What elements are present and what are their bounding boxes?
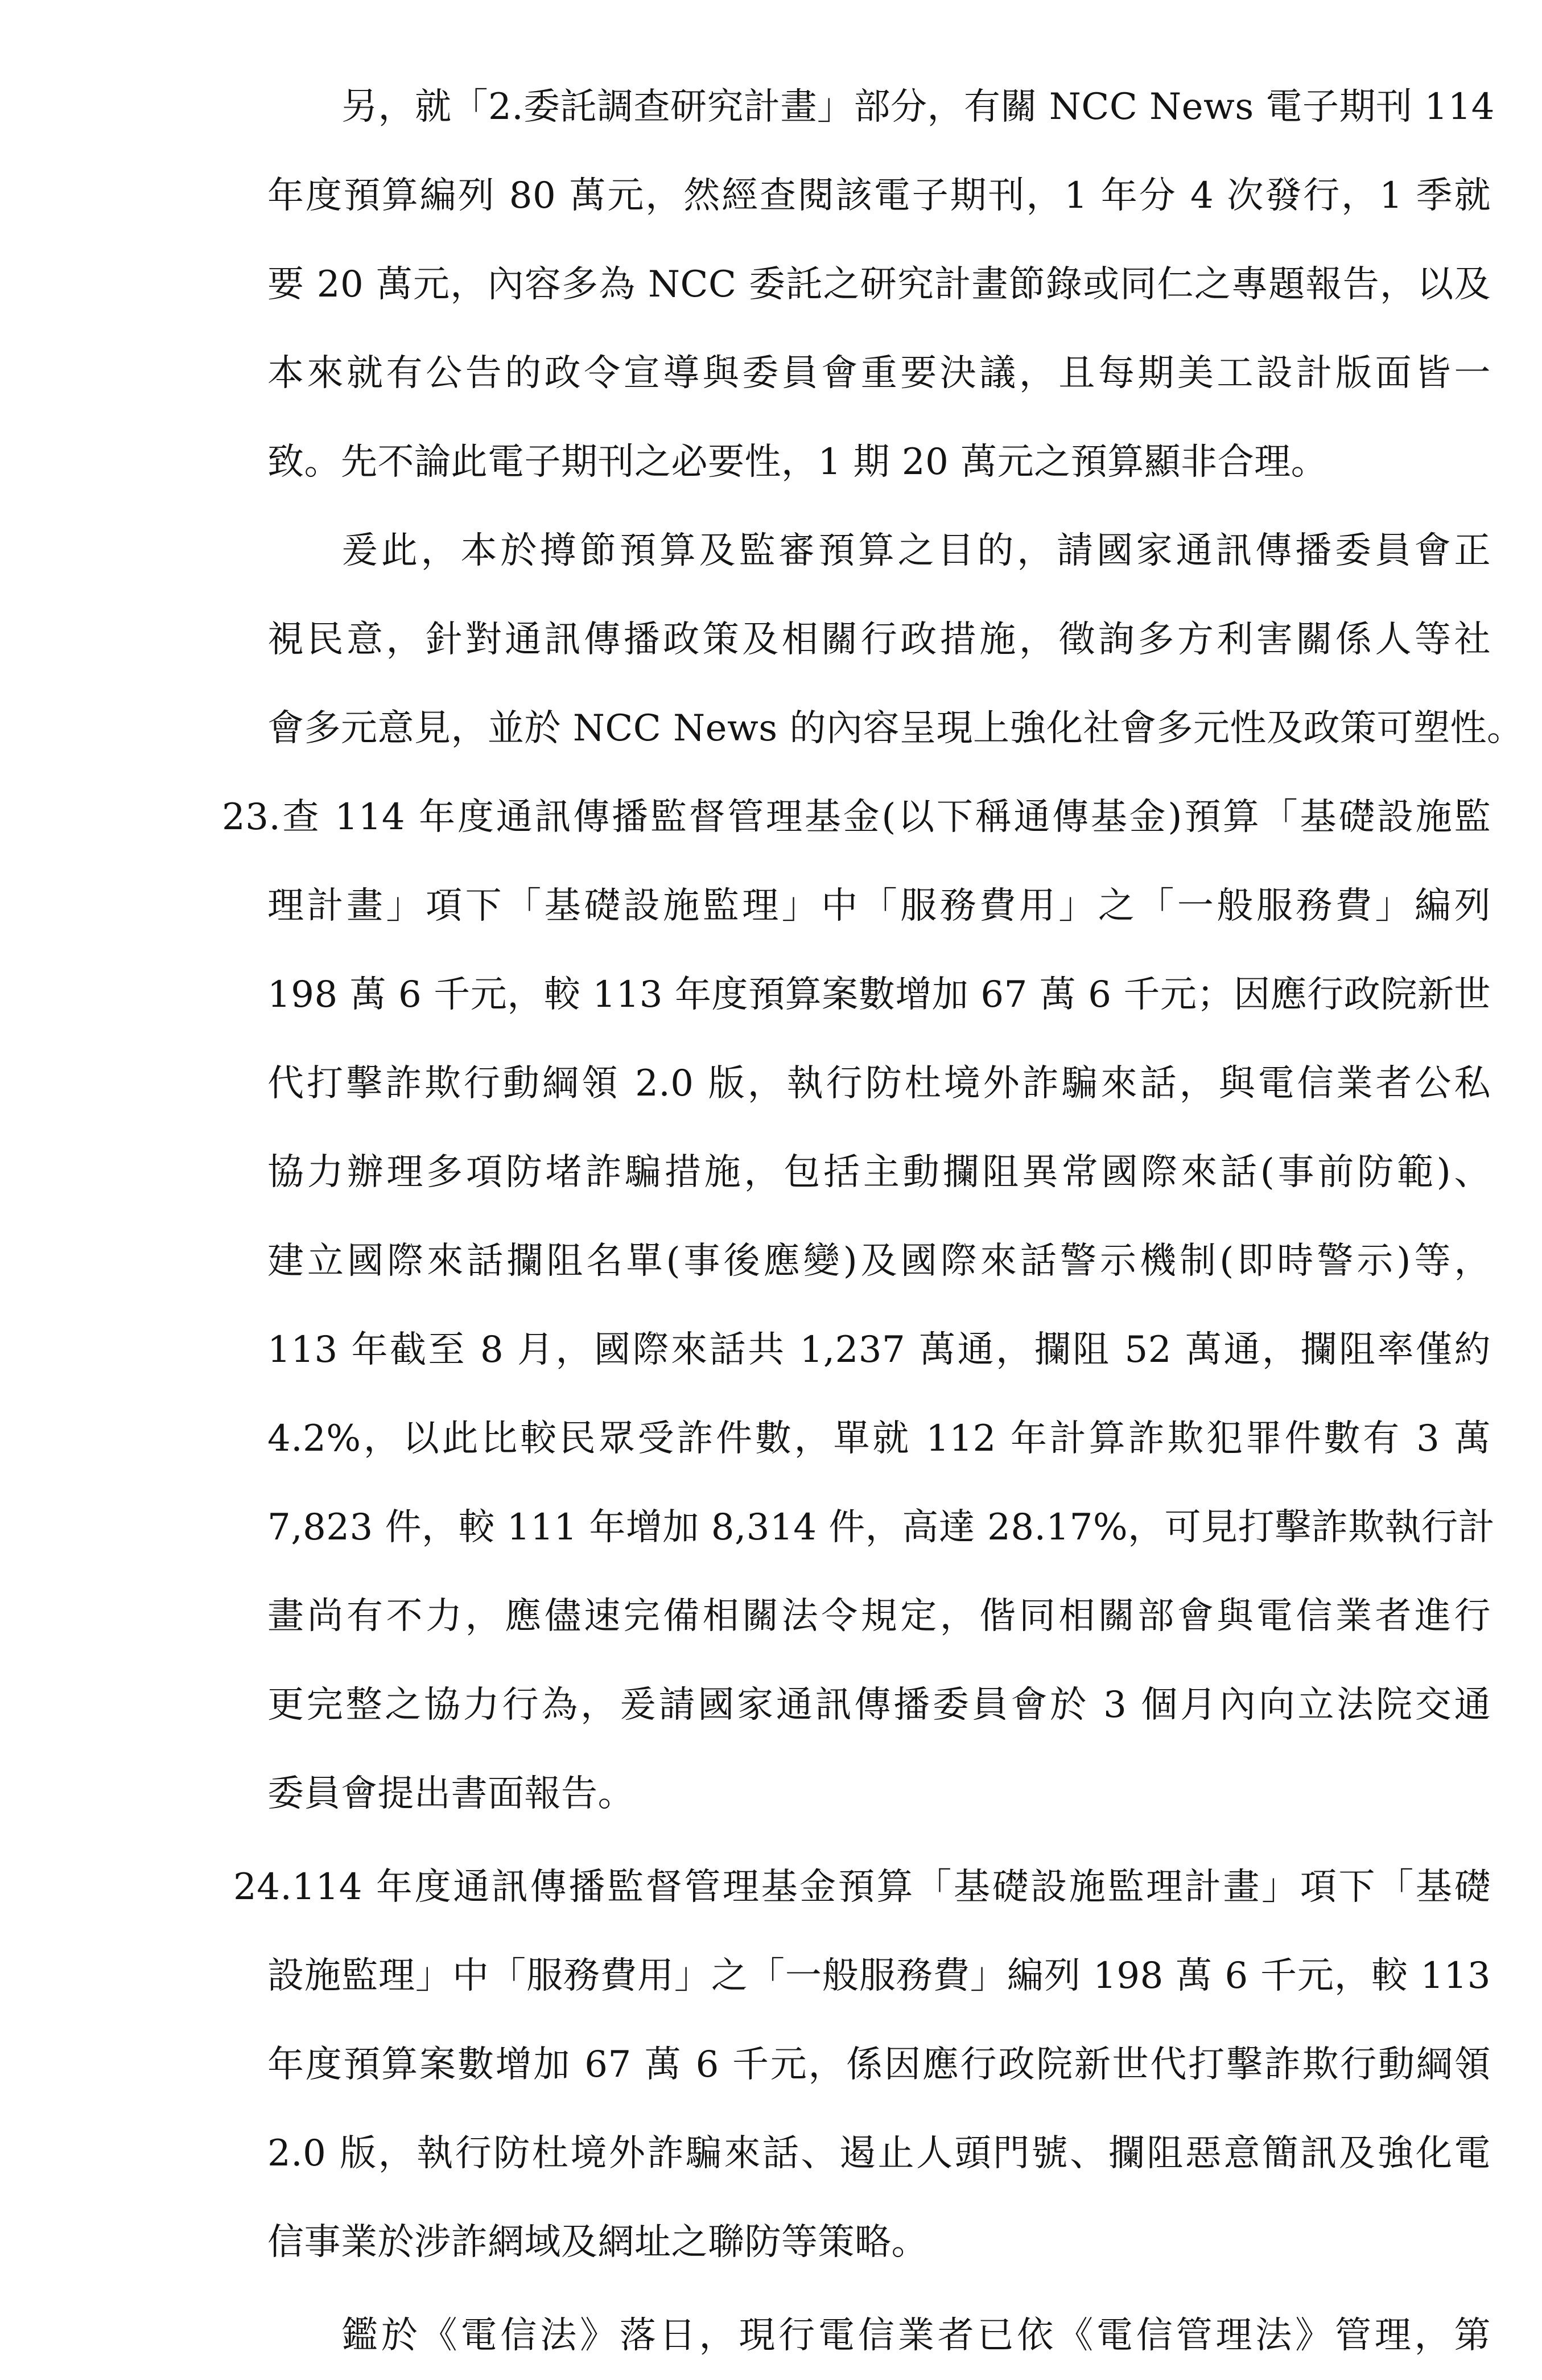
item-24: [222, 1843, 1491, 2287]
text-line: 年度預算案數增加 67 萬 6 千元，係因應行政院新世代打擊詐欺行動綱領: [267, 2044, 1491, 2086]
item-23: [222, 773, 1495, 1838]
paragraph-request: [222, 507, 1524, 773]
text-line: 本來就有公告的政令宣導與委員會重要決議，且每期美工設計版面皆一: [267, 352, 1491, 394]
text-line: 198 萬 6 千元，較 113 年度預算案數增加 67 萬 6 千元；因應行政院新世: [267, 974, 1491, 1016]
text-line: 更完整之協力行為，爰請國家通訊傳播委員會於 3 個月內向立法院交通: [267, 1684, 1491, 1726]
text-line: 代打擊詐欺行動綱領 2.0 版，執行防杜境外詐騙來話，與電信業者公私: [267, 1063, 1491, 1105]
text-line: 爰此，本於撙節預算及監審預算之目的，請國家通訊傳播委員會正: [341, 530, 1491, 572]
text-line: 113 年截至 8 月，國際來話共 1,237 萬通，攔阻 52 萬通，攔阻率僅約: [267, 1329, 1491, 1371]
text-line: 設施監理」中「服務費用」之「一般服務費」編列 198 萬 6 千元，較 113: [267, 1955, 1491, 1997]
text-line: 4.2%，以此比較民眾受詐件數，單就 112 年計算詐欺犯罪件數有 3 萬: [267, 1418, 1491, 1460]
item-heading-line: 23.查 114 年度通訊傳播監督管理基金(以下稱通傳基金)預算「基礎設施監: [222, 796, 1491, 838]
text-line: 會多元意見，並於 NCC News 的內容呈現上強化社會多元性及政策可塑性。: [267, 707, 1524, 750]
paragraph-telecom-law: [222, 2291, 1491, 2380]
item-heading-line: 24.114 年度通訊傳播監督管理基金預算「基礎設施監理計畫」項下「基礎: [233, 1866, 1491, 1908]
text-line: 信事業於涉詐網域及網址之聯防等策略。: [267, 2221, 928, 2263]
spacer: [222, 1838, 1491, 1843]
document-body: [222, 63, 1524, 2380]
text-line: 建立國際來話攔阻名單(事後應變)及國際來話警示機制(即時警示)等，: [267, 1240, 1491, 1282]
text-line: 畫尚有不力，應儘速完備相關法令規定，偕同相關部會與電信業者進行: [267, 1595, 1491, 1637]
paragraph-ncc-news-budget: [222, 63, 1495, 507]
text-line: 另，就「2.委託調查研究計畫」部分，有關 NCC News 電子期刊 114: [341, 86, 1495, 128]
text-line: 年度預算編列 80 萬元，然經查閱該電子期刊，1 年分 4 次發行，1 季就: [267, 175, 1491, 217]
text-line: 委員會提出書面報告。: [267, 1773, 634, 1815]
spacer: [222, 2287, 1491, 2291]
text-line: 7,823 件，較 111 年增加 8,314 件，高達 28.17%，可見打擊詐欺執行計: [267, 1506, 1495, 1549]
text-line: 鑑於《電信法》落日，現行電信業者已依《電信管理法》管理，第: [341, 2315, 1491, 2357]
text-line: 要 20 萬元，內容多為 NCC 委託之研究計畫節錄或同仁之專題報告，以及: [267, 263, 1491, 306]
text-line: 2.0 版，執行防杜境外詐騙來話、遏止人頭門號、攔阻惡意簡訊及強化電: [267, 2132, 1491, 2175]
text-line: 理計畫」項下「基礎設施監理」中「服務費用」之「一般服務費」編列: [267, 885, 1491, 927]
text-line: 視民意，針對通訊傳播政策及相關行政措施，徵詢多方利害關係人等社: [267, 619, 1491, 661]
text-line: 致。先不論此電子期刊之必要性，1 期 20 萬元之預算顯非合理。: [267, 441, 1328, 483]
text-line: 協力辦理多項防堵詐騙措施，包括主動攔阻異常國際來話(事前防範)、: [267, 1151, 1491, 1193]
